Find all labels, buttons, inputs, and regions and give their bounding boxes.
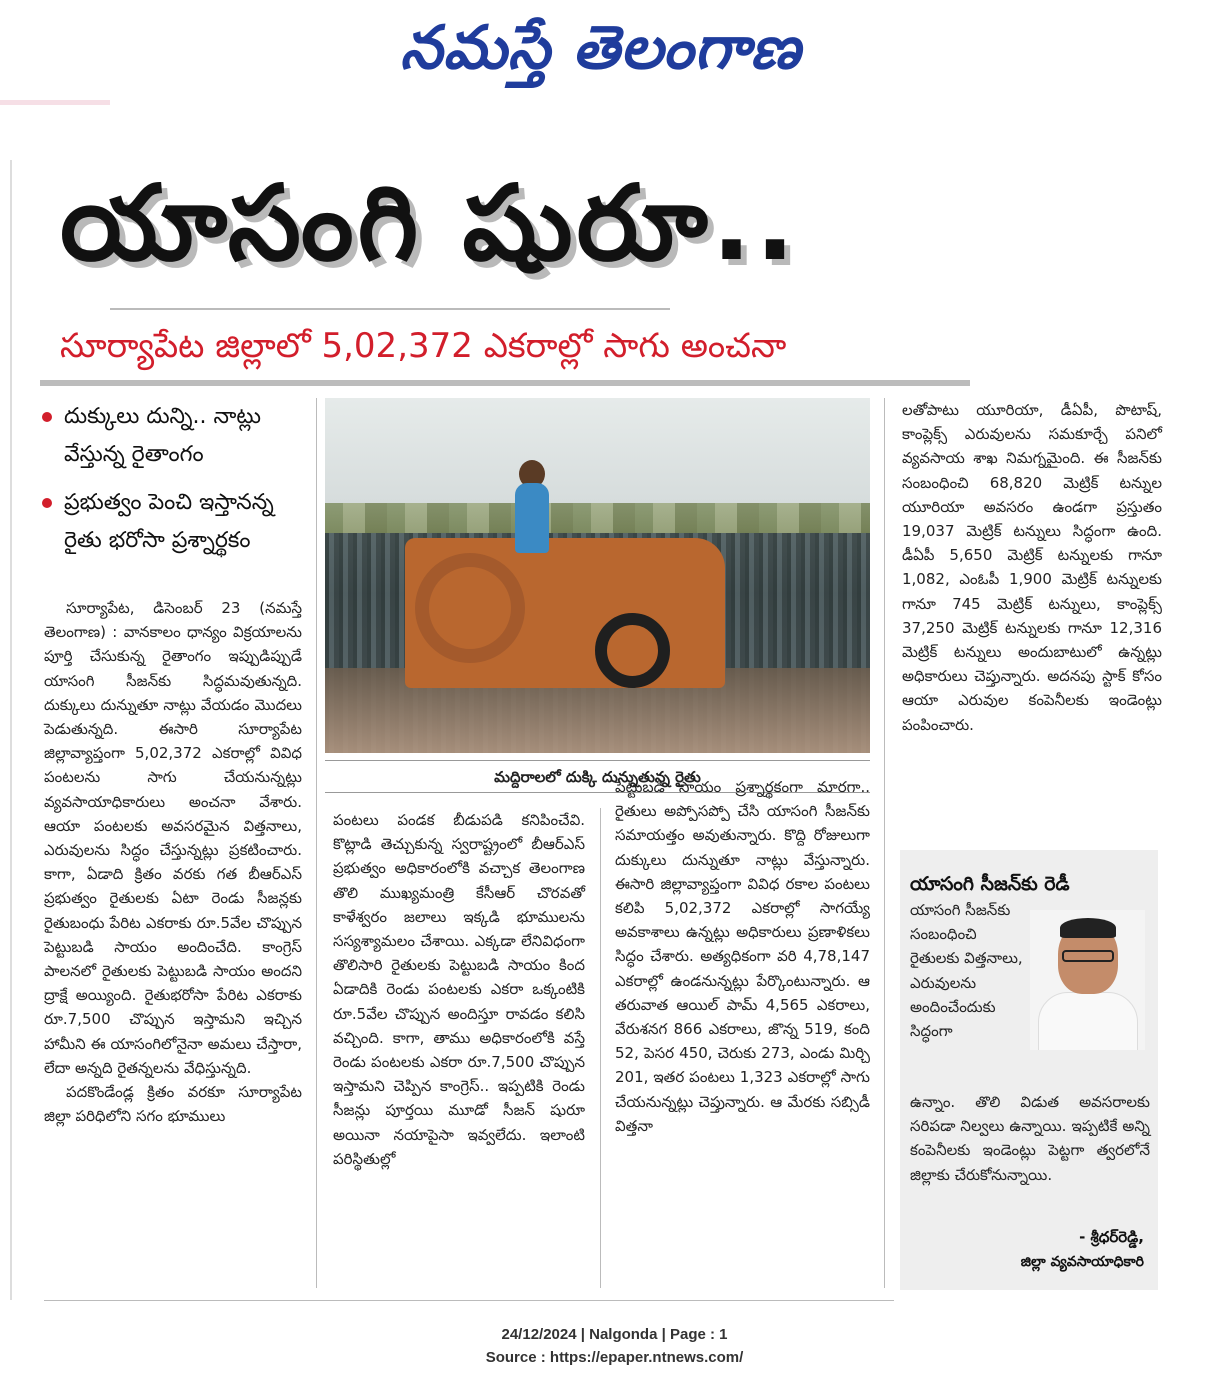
article-column-1 [44,596,302,1128]
article-column-3 [615,775,870,1138]
bullet-text: దుక్కులు దున్ని.. నాట్లు వేస్తున్న రైతాంగం [64,404,261,467]
portrait-shirt [1038,992,1138,1050]
official-portrait [1030,910,1145,1050]
highlight-bullets [42,398,312,570]
bullet-text: ప్రభుత్వం పెంచి ఇస్తానన్న రైతు భరోసా ప్రశ్నార్థకం [64,490,274,553]
article-paragraph: పదకొండేండ్ల క్రితం వరకూ సూర్యాపేట జిల్లా పరిధిలోని సగం భూములు [44,1083,302,1126]
sidebar-quote-box [900,850,1158,1290]
caption-rule [325,760,870,761]
masthead-rule [0,100,110,105]
page-margin-rule [10,160,12,1300]
footer-source: Source : https://epaper.ntnews.com/ [485,1349,744,1366]
quote-role: జిల్లా వ్యవసాయాధికారి [1020,1254,1144,1270]
box-text: యాసంగి సీజన్‌కు సంబంధించి రైతులకు విత్తనాలు, ఎరువులను అందించేందుకు సిద్ధంగా [910,901,1023,1041]
article-paragraph: లతోపాటు యూరియా, డీఏపీ, పొటాష్, కాంప్లెక్స్ ఎరువులను సమకూర్చే పనిలో వ్యవసాయ శాఖ నిమగ్నమైంది. ఈ సీజన్‌కు సంబంధించి 68,820 మెట్రిక్ టన్నుల యూరియా అవసరం ఉండగా ప్రస్తుతం 19,037 మెట్రిక్ టన్నులు సిద్ధంగా ఉంది. డీఏపీ 5,650 మెట్రిక్ టన్నులకు గానూ 1,082, ఎంఓపీ 1,900 మెట్రిక్ టన్నులకు గానూ 745 మెట్రిక్ టన్నులు, కాంప్లెక్స్ 37,250 మెట్రిక్ టన్నులకు గానూ 12,316 మెట్రిక్ టన్నులు అందుబాటులో ఉన్నట్లు అధికారులు చెప్తున్నారు. అదనపు స్టాక్ కోసం ఆయా ఎరువుల కంపెనీలకు ఇండెంట్లు పంపించారు. [902,401,1162,734]
bullet-dot-icon [42,498,52,508]
photo-trees [325,503,870,533]
article-column-4 [902,398,1162,737]
article-paragraph: పెట్టుబడి సాయం ప్రశ్నార్థకంగా మారగా.. రైతులు అప్పోసప్పో చేసి యాసంగి సీజన్‌కు సమాయత్తం అవుతున్నారు. కొద్ది రోజులుగా దుక్కులు దున్నుతూ నాట్లు వేస్తున్నారు. ఈసారి జిల్లావ్యాప్తంగా వివిధ రకాల పంటలు కలిపి 5,02,372 ఎకరాల్లో సాగయ్యే అవకాశాలు ఉన్నట్లు అధికారులు ప్రణాళికలు సిద్ధం చేశారు. అత్యధికంగా వరి 4,78,147 ఎకరాల్లో ఉండనున్నట్లు పేర్కొంటున్నారు. ఆ తరువాత ఆయిల్ పామ్ 4,565 ఎకరాలు, వేరుశనగ 866 ఎకరాలు, జొన్న 519, కంది 52, పెసర 450, చెరుకు 273, ఎండు మిర్చి 201, ఇతర పంటలు 1,323 ఎకరాల్లో సాగు చేయనున్నట్లు చెప్తున్నారు. ఆ మేరకు సబ్సిడీ విత్తనా [615,778,870,1135]
tractor-front-wheel [595,613,670,688]
portrait-glasses [1062,950,1114,962]
newspaper-logo: నమస్తే తెలంగాణ [400,13,802,83]
photo-caption: మద్దిరాలలో దుక్కి దున్నుతున్న రైతు [494,768,701,786]
tractor-wheel [415,553,525,663]
quote-signature: - శ్రీధర్‌రెడ్డి, [1079,1228,1144,1246]
bullet-item [42,484,312,560]
footer-date-edition: 24/12/2024 | Nalgonda | Page : 1 [501,1326,728,1343]
bottom-rule [44,1300,894,1301]
bullet-item [42,398,312,474]
box-text: ఉన్నాం. తొలి విడుత అవసరాలకు సరిపడా నిల్వలు ఉన్నాయి. ఇప్పటికే అన్ని కంపెనీలకు ఇండెంట్లు పెట్టగా త్వరలోనే జిల్లాకు చేరుకోనున్నాయి. [910,1093,1150,1184]
column-separator [600,808,601,1288]
masthead [0,0,1229,100]
column-separator [316,398,317,1288]
portrait-hair [1060,918,1116,938]
article-column-2 [333,808,585,1171]
subhead-top-rule [110,308,670,310]
article-photo [325,398,870,753]
farmer-body [515,483,549,553]
headline: యాసంగి షురూ.. [60,162,799,284]
subhead-bottom-rule [40,380,970,386]
bullet-dot-icon [42,412,52,422]
article-paragraph: సూర్యాపేట, డిసెంబర్ 23 (నమస్తే తెలంగాణ) : వానకాలం ధాన్యం విక్రయాలను పూర్తి చేసుకున్న రైతాంగం ఇప్పుడిప్పుడే యాసంగి సీజన్‌కు సిద్ధమవుతున్నది. దుక్కులు దున్నుతూ నాట్లు వేయడం మొదలు పెడుతున్నది. ఈసారి సూర్యాపేట జిల్లావ్యాప్తంగా 5,02,372 ఎకరాల్లో వివిధ పంటలను సాగు చేయనున్నట్లు వ్యవసాయాధికారులు అంచనా వేశారు. ఆయా పంటలకు అవసరమైన విత్తనాలు, ఎరువులను సిద్ధం చేస్తున్నట్లు ప్రకటించారు. కాగా, ఏడాది క్రితం వరకు గత బీఆర్‌ఎస్ ప్రభుత్వం రైతులకు ఏటా రెండు సీజన్లకు రైతుబంధు పేరిట ఎకరాకు రూ.5వేల చొప్పున పెట్టుబడి సాయం అందించేది. కాంగ్రెస్ పాలనలో రైతులకు పెట్టుబడి సాయం అందని ద్రాక్షే అయ్యింది. రైతుభరోసా పేరిట ఎకరాకు రూ.7,500 చొప్పున ఇస్తామని ఇచ్చిన హామీని ఈ యాసంగిలోనైనా అమలు చేస్తారా, లేదా అన్నది రైతన్నలను వేధిస్తున్నది. [44,599,302,1077]
column-separator [884,398,885,1288]
box-title: యాసంగి సీజన్‌కు రెడీ [910,873,1070,895]
article-paragraph: పంటలు పండక బీడుపడి కనిపించేవి. కొట్లాడి తెచ్చుకున్న స్వరాష్ట్రంలో బీఆర్‌ఎస్ ప్రభుత్వం అధికారంలోకి వచ్చాక తెలంగాణ తొలి ముఖ్యమంత్రి కేసీఆర్ చొరవతో కాళేశ్వరం జలాలు ఇక్కడి భూములను సస్యశ్యామలం చేశాయి. ఎక్కడా లేనివిధంగా తొలిసారి రైతులకు పెట్టుబడి సాయం కింద ఏడాదికి రెండు పంటలకు ఎకరా ఒక్కంటికి రూ.5వేల చొప్పున అందిస్తూ రావడం కలిసి వచ్చింది. కాగా, తాము అధికారంలోకి వస్తే రెండు పంటలకు ఎకరా రూ.7,500 చొప్పున ఇస్తామని చెప్పిన కాంగ్రెస్.. ఇప్పటికి రెండు సీజన్లు పూర్తయి మూడో సీజన్ షురూ అయినా నయాపైసా ఇవ్వలేదు. ఇలాంటి పరిస్థితుల్లో [333,811,585,1168]
subheadline: సూర్యాపేట జిల్లాలో 5,02,372 ఎకరాల్లో సాగు అంచనా [60,326,787,366]
